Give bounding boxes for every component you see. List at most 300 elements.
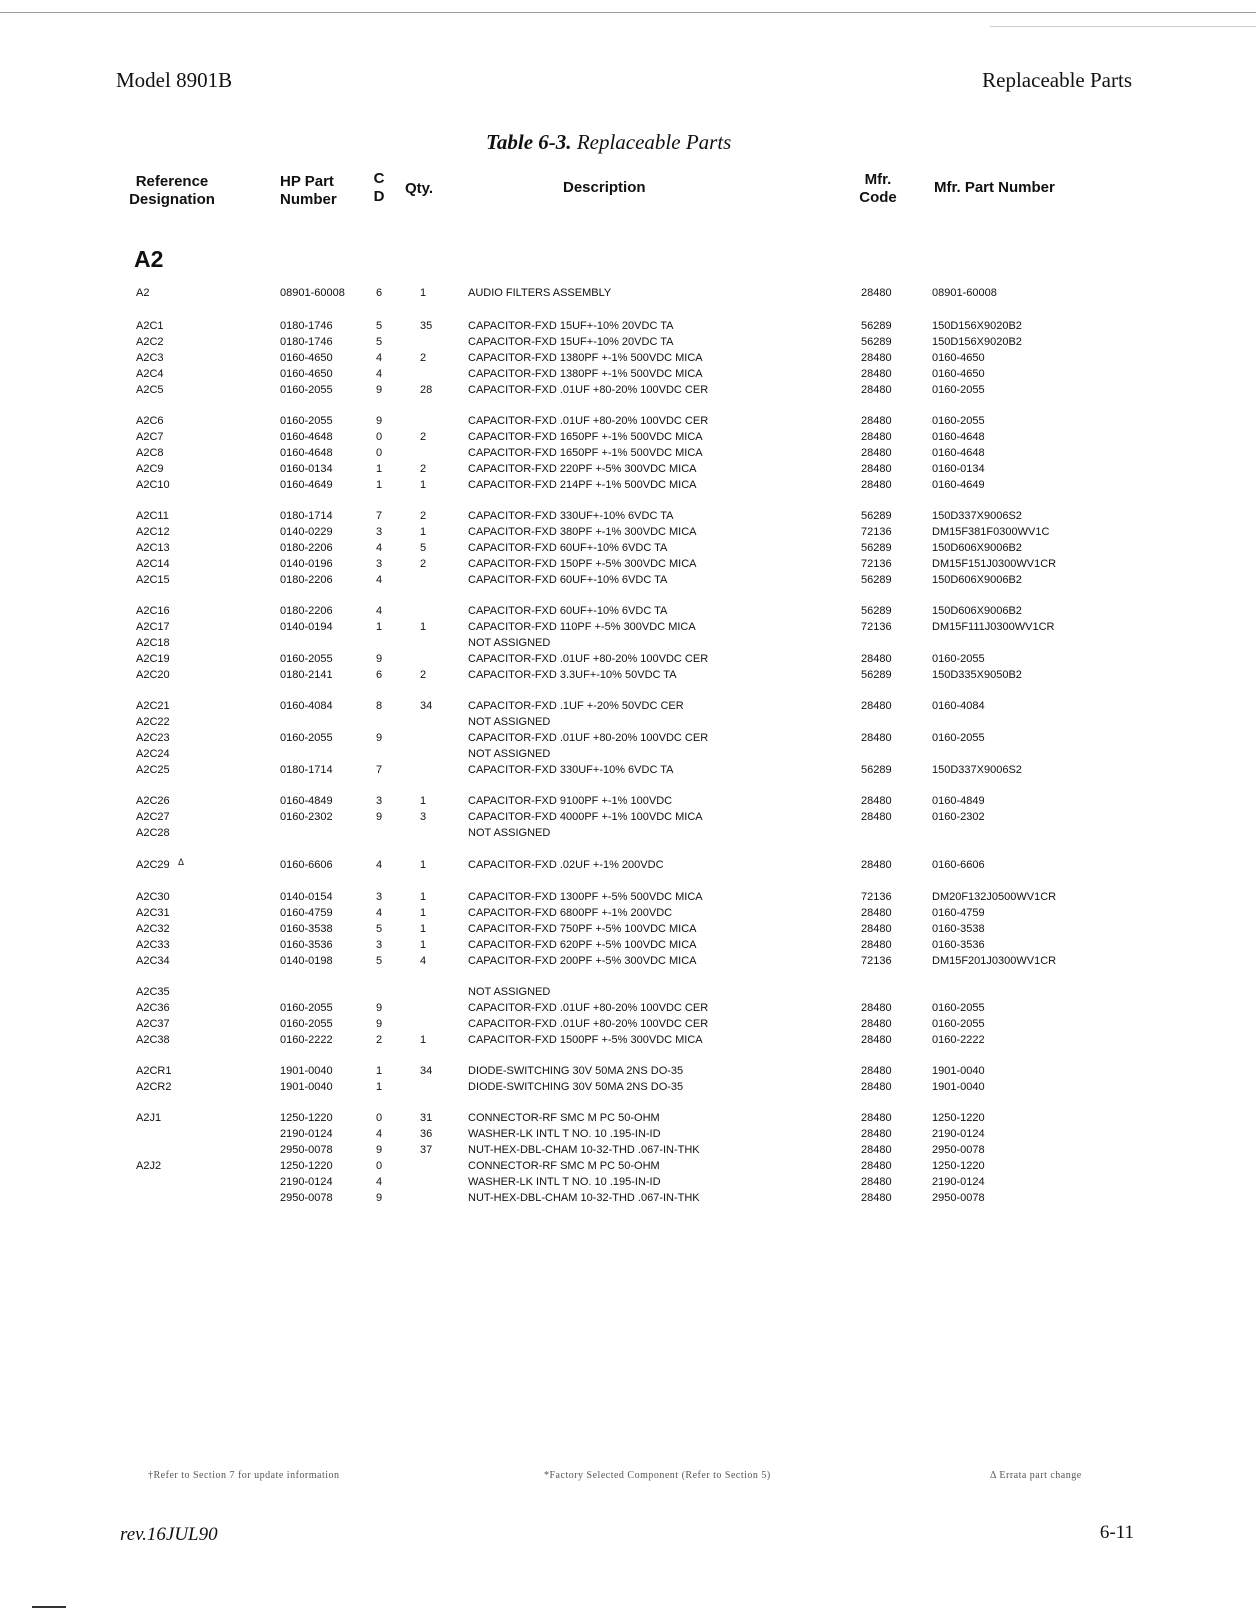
- mfr-part-number: 150D606X9006B2: [932, 542, 1022, 554]
- check-digit: 9: [376, 384, 383, 396]
- check-digit: 4: [376, 907, 383, 919]
- table-row: [0, 603, 1256, 619]
- check-digit: 9: [376, 653, 383, 665]
- description: CAPACITOR-FXD .01UF +80-20% 100VDC CER: [468, 415, 709, 427]
- check-digit: 1: [376, 1081, 383, 1093]
- ref-designation: A2C32: [136, 923, 170, 935]
- hp-part-number: 0160-4849: [280, 795, 333, 807]
- description: CAPACITOR-FXD .01UF +80-20% 100VDC CER: [468, 1002, 709, 1014]
- ref-designation: A2C18: [136, 637, 170, 649]
- quantity: 5: [420, 542, 427, 554]
- table-row: [0, 540, 1256, 556]
- table-row: [0, 619, 1256, 635]
- hp-part-number: 1250-1220: [280, 1160, 333, 1172]
- mfr-code: 28480: [861, 907, 892, 919]
- table-title-text: Replaceable Parts: [576, 130, 732, 154]
- mfr-code: 72136: [861, 558, 892, 570]
- table-row: [0, 1142, 1256, 1158]
- description: CAPACITOR-FXD .01UF +80-20% 100VDC CER: [468, 1018, 709, 1030]
- check-digit: 5: [376, 320, 383, 332]
- table-row: [0, 1016, 1256, 1032]
- mfr-part-number: 150D156X9020B2: [932, 320, 1022, 332]
- ref-designation: A2C13: [136, 542, 170, 554]
- hp-part-number: 1901-0040: [280, 1081, 333, 1093]
- col-head-hp-line1: HP Part: [280, 173, 334, 190]
- mfr-part-number: 0160-6606: [932, 859, 985, 871]
- mfr-part-number: 2190-0124: [932, 1128, 985, 1140]
- check-digit: 4: [376, 605, 383, 617]
- ref-designation: A2C8: [136, 447, 164, 459]
- table-row: [0, 953, 1256, 969]
- col-head-mfr-line1: Mfr.: [864, 171, 892, 188]
- mfr-part-number: 150D606X9006B2: [932, 574, 1022, 586]
- table-row: [0, 413, 1256, 429]
- description: CAPACITOR-FXD .01UF +80-20% 100VDC CER: [468, 653, 709, 665]
- check-digit: 6: [376, 287, 383, 299]
- quantity: 1: [420, 621, 427, 633]
- mfr-code: 28480: [861, 368, 892, 380]
- ref-designation: A2C2: [136, 336, 164, 348]
- hp-part-number: 0160-2055: [280, 415, 333, 427]
- check-digit: 6: [376, 669, 383, 681]
- top-rule: [0, 12, 1256, 13]
- check-digit: 9: [376, 1002, 383, 1014]
- col-head-mfr-line2: Code: [859, 189, 897, 206]
- ref-designation: A2C6: [136, 415, 164, 427]
- quantity: 1: [420, 1034, 427, 1046]
- table-row: [0, 984, 1256, 1000]
- hp-part-number: 0160-4650: [280, 352, 333, 364]
- description: CAPACITOR-FXD 380PF +-1% 300VDC MICA: [468, 526, 697, 538]
- ref-designation: A2C17: [136, 621, 170, 633]
- mfr-code: 28480: [861, 463, 892, 475]
- check-digit: 7: [376, 510, 383, 522]
- mfr-code: 72136: [861, 955, 892, 967]
- hp-part-number: 0160-4648: [280, 447, 333, 459]
- description: CAPACITOR-FXD 200PF +-5% 300VDC MICA: [468, 955, 697, 967]
- ref-designation: A2CR2: [136, 1081, 172, 1093]
- table-row: [0, 714, 1256, 730]
- mfr-code: 28480: [861, 352, 892, 364]
- page-number: 6-11: [1099, 1522, 1134, 1543]
- mfr-part-number: 150D606X9006B2: [932, 605, 1022, 617]
- mfr-part-number: 0160-4650: [932, 352, 985, 364]
- table-row: [0, 905, 1256, 921]
- hp-part-number: 0160-2055: [280, 384, 333, 396]
- check-digit: 0: [376, 431, 383, 443]
- mfr-code: 28480: [861, 384, 892, 396]
- table-row: [0, 1000, 1256, 1016]
- ref-designation: A2C7: [136, 431, 164, 443]
- mfr-part-number: 1901-0040: [932, 1081, 985, 1093]
- ref-designation: A2C25: [136, 764, 170, 776]
- ref-designation: A2C9: [136, 463, 164, 475]
- table-row: [0, 937, 1256, 953]
- check-digit: 9: [376, 1018, 383, 1030]
- hp-part-number: 0160-2055: [280, 1018, 333, 1030]
- quantity: 35: [420, 320, 433, 332]
- description: CAPACITOR-FXD 60UF+-10% 6VDC TA: [468, 542, 668, 554]
- description: WASHER-LK INTL T NO. 10 .195-IN-ID: [468, 1176, 661, 1188]
- ref-designation: A2C28: [136, 827, 170, 839]
- ref-designation: A2C14: [136, 558, 170, 570]
- description: WASHER-LK INTL T NO. 10 .195-IN-ID: [468, 1128, 661, 1140]
- col-head-qty: Qty.: [405, 180, 434, 197]
- mfr-part-number: DM20F132J0500WV1CR: [932, 891, 1057, 903]
- check-digit: 9: [376, 732, 383, 744]
- quantity: 37: [420, 1144, 433, 1156]
- mfr-part-number: 150D335X9050B2: [932, 669, 1022, 681]
- mfr-part-number: 0160-4649: [932, 479, 985, 491]
- ref-designation: A2C4: [136, 368, 164, 380]
- hp-part-number: 0160-2055: [280, 1002, 333, 1014]
- mfr-part-number: 2950-0078: [932, 1192, 985, 1204]
- mfr-part-number: 0160-0134: [932, 463, 985, 475]
- footnote-factory-selected: *Factory Selected Component (Refer to Section 5): [544, 1470, 771, 1481]
- hp-part-number: 0160-3536: [280, 939, 333, 951]
- mfr-code: 28480: [861, 431, 892, 443]
- hp-part-number: 0160-3538: [280, 923, 333, 935]
- mfr-code: 56289: [861, 574, 892, 586]
- mfr-code: 28480: [861, 1002, 892, 1014]
- mfr-code: 28480: [861, 700, 892, 712]
- check-digit: 9: [376, 415, 383, 427]
- model-header: Model 8901B: [116, 68, 233, 92]
- table-row: [0, 1032, 1256, 1048]
- mfr-code: 72136: [861, 621, 892, 633]
- quantity: 28: [420, 384, 433, 396]
- section-header: Replaceable Parts: [982, 68, 1132, 92]
- hp-part-number: 0160-0134: [280, 463, 333, 475]
- table-row: [0, 698, 1256, 714]
- hp-part-number: 0160-4649: [280, 479, 333, 491]
- ref-designation: A2C34: [136, 955, 170, 967]
- mfr-part-number: 0160-3536: [932, 939, 985, 951]
- description: NOT ASSIGNED: [468, 716, 551, 728]
- hp-part-number: 0180-2206: [280, 605, 333, 617]
- description: CAPACITOR-FXD 330UF+-10% 6VDC TA: [468, 764, 674, 776]
- check-digit: 3: [376, 558, 383, 570]
- mfr-code: 28480: [861, 287, 892, 299]
- table-row: [0, 1190, 1256, 1206]
- check-digit: 3: [376, 795, 383, 807]
- mfr-part-number: 08901-60008: [932, 287, 997, 299]
- description: DIODE-SWITCHING 30V 50MA 2NS DO-35: [468, 1081, 684, 1093]
- description: CAPACITOR-FXD 1500PF +-5% 300VDC MICA: [468, 1034, 703, 1046]
- ref-designation: A2C16: [136, 605, 170, 617]
- ref-designation: A2C23: [136, 732, 170, 744]
- description: DIODE-SWITCHING 30V 50MA 2NS DO-35: [468, 1065, 684, 1077]
- table-row: [0, 667, 1256, 683]
- col-head-cd-line1: C: [373, 170, 385, 187]
- description: CAPACITOR-FXD 60UF+-10% 6VDC TA: [468, 574, 668, 586]
- quantity: 2: [420, 463, 427, 475]
- check-digit: 8: [376, 700, 383, 712]
- mfr-part-number: 1901-0040: [932, 1065, 985, 1077]
- table-row: [0, 1126, 1256, 1142]
- mfr-code: 28480: [861, 923, 892, 935]
- mfr-code: 56289: [861, 510, 892, 522]
- mfr-part-number: 0160-4759: [932, 907, 985, 919]
- check-digit: 1: [376, 621, 383, 633]
- mfr-part-number: 0160-2055: [932, 1018, 985, 1030]
- description: CAPACITOR-FXD 214PF +-1% 500VDC MICA: [468, 479, 697, 491]
- check-digit: 5: [376, 923, 383, 935]
- check-digit: 1: [376, 479, 383, 491]
- ref-designation: A2J2: [136, 1160, 162, 1172]
- ref-designation: A2C30: [136, 891, 170, 903]
- table-row: [0, 1110, 1256, 1126]
- description: NUT-HEX-DBL-CHAM 10-32-THD .067-IN-THK: [468, 1144, 700, 1156]
- ref-designation: A2C1: [136, 320, 164, 332]
- ref-designation: A2C26: [136, 795, 170, 807]
- quantity: 1: [420, 479, 427, 491]
- hp-part-number: 0160-4759: [280, 907, 333, 919]
- quantity: 2: [420, 510, 427, 522]
- mfr-part-number: 0160-2055: [932, 732, 985, 744]
- table-row: [0, 318, 1256, 334]
- quantity: 1: [420, 907, 427, 919]
- table-row: [0, 1079, 1256, 1095]
- table-row: [0, 921, 1256, 937]
- hp-part-number: 2190-0124: [280, 1176, 333, 1188]
- check-digit: 3: [376, 526, 383, 538]
- description: NOT ASSIGNED: [468, 986, 551, 998]
- ref-designation: A2C5: [136, 384, 164, 396]
- description: CAPACITOR-FXD 9100PF +-1% 100VDC: [468, 795, 673, 807]
- mfr-code: 28480: [861, 811, 892, 823]
- col-head-cd: [372, 170, 386, 206]
- footnote-update-info: †Refer to Section 7 for update information: [148, 1470, 340, 1481]
- mfr-part-number: 0160-4084: [932, 700, 985, 712]
- check-digit: 7: [376, 764, 383, 776]
- col-head-hp-line2: Number: [280, 191, 337, 208]
- mfr-part-number: 0160-2055: [932, 1002, 985, 1014]
- hp-part-number: 08901-60008: [280, 287, 345, 299]
- table-row: [0, 366, 1256, 382]
- mfr-code: 28480: [861, 1192, 892, 1204]
- revision-label: rev.16JUL90: [120, 1524, 218, 1545]
- mfr-code: 28480: [861, 732, 892, 744]
- mfr-code: 72136: [861, 526, 892, 538]
- hp-part-number: 1250-1220: [280, 1112, 333, 1124]
- description: NOT ASSIGNED: [468, 637, 551, 649]
- quantity: 36: [420, 1128, 433, 1140]
- footnote-errata: Δ Errata part change: [990, 1470, 1082, 1481]
- ref-designation: A2C12: [136, 526, 170, 538]
- col-head-mfr-code: [856, 171, 900, 207]
- col-head-reference: [124, 173, 220, 209]
- ref-designation: A2CR1: [136, 1065, 172, 1077]
- ref-designation: A2C22: [136, 716, 170, 728]
- quantity: 2: [420, 431, 427, 443]
- ref-designation: A2C15: [136, 574, 170, 586]
- description: CAPACITOR-FXD 620PF +-5% 100VDC MICA: [468, 939, 697, 951]
- hp-part-number: 0140-0198: [280, 955, 333, 967]
- check-digit: 3: [376, 891, 383, 903]
- hp-part-number: 0160-4650: [280, 368, 333, 380]
- bottom-mark: [32, 1606, 66, 1608]
- table-row: [0, 730, 1256, 746]
- hp-part-number: 0180-2206: [280, 542, 333, 554]
- hp-part-number: 0160-4648: [280, 431, 333, 443]
- ref-designation: A2C29: [136, 859, 170, 871]
- mfr-code: 28480: [861, 447, 892, 459]
- description: AUDIO FILTERS ASSEMBLY: [468, 287, 612, 299]
- mfr-code: 28480: [861, 1160, 892, 1172]
- quantity: 3: [420, 811, 427, 823]
- mfr-part-number: 0160-2055: [932, 653, 985, 665]
- table-row: [0, 285, 1256, 301]
- check-digit: 0: [376, 1160, 383, 1172]
- col-head-hp-part: [280, 173, 337, 209]
- ref-designation: A2J1: [136, 1112, 162, 1124]
- mfr-code: 56289: [861, 320, 892, 332]
- mfr-code: 28480: [861, 1144, 892, 1156]
- hp-part-number: 2190-0124: [280, 1128, 333, 1140]
- table-row: [0, 1158, 1256, 1174]
- quantity: 1: [420, 939, 427, 951]
- mfr-code: 28480: [861, 1081, 892, 1093]
- ref-designation: A2C10: [136, 479, 170, 491]
- mfr-code: 56289: [861, 669, 892, 681]
- mfr-code: 28480: [861, 1176, 892, 1188]
- col-head-mfr-part-number: Mfr. Part Number: [934, 179, 1055, 196]
- hp-part-number: 0160-4084: [280, 700, 333, 712]
- mfr-part-number: 150D337X9006S2: [932, 510, 1022, 522]
- ref-designation: A2C3: [136, 352, 164, 364]
- mfr-part-number: 1250-1220: [932, 1160, 985, 1172]
- col-head-cd-line2: D: [373, 188, 385, 205]
- mfr-part-number: 2950-0078: [932, 1144, 985, 1156]
- check-digit: 9: [376, 1144, 383, 1156]
- hp-part-number: 0160-2222: [280, 1034, 333, 1046]
- mfr-part-number: 0160-2302: [932, 811, 985, 823]
- check-digit: 4: [376, 542, 383, 554]
- check-digit: 1: [376, 1065, 383, 1077]
- quantity: 1: [420, 526, 427, 538]
- quantity: 31: [420, 1112, 433, 1124]
- check-digit: 9: [376, 811, 383, 823]
- mfr-code: 56289: [861, 336, 892, 348]
- hp-part-number: 2950-0078: [280, 1144, 333, 1156]
- check-digit: 4: [376, 1176, 383, 1188]
- quantity: 34: [420, 700, 433, 712]
- ref-designation: A2C21: [136, 700, 170, 712]
- mfr-code: 28480: [861, 859, 892, 871]
- quantity: 2: [420, 558, 427, 570]
- table-title-prefix: Table 6-3.: [486, 130, 572, 154]
- table-row: [0, 572, 1256, 588]
- quantity: 1: [420, 923, 427, 935]
- table-row: [0, 825, 1256, 841]
- hp-part-number: 0160-2055: [280, 653, 333, 665]
- mfr-part-number: 150D156X9020B2: [932, 336, 1022, 348]
- table-row: [0, 524, 1256, 540]
- check-digit: 0: [376, 447, 383, 459]
- description: CAPACITOR-FXD .01UF +80-20% 100VDC CER: [468, 384, 709, 396]
- check-digit: 5: [376, 955, 383, 967]
- table-title: [486, 130, 731, 155]
- description: CAPACITOR-FXD 60UF+-10% 6VDC TA: [468, 605, 668, 617]
- ref-designation: A2C24: [136, 748, 170, 760]
- hp-part-number: 0140-0196: [280, 558, 333, 570]
- description: CAPACITOR-FXD 4000PF +-1% 100VDC MICA: [468, 811, 703, 823]
- table-row: [0, 556, 1256, 572]
- mfr-part-number: 150D337X9006S2: [932, 764, 1022, 776]
- ref-designation: A2: [136, 287, 150, 299]
- check-digit: 9: [376, 1192, 383, 1204]
- mfr-part-number: 0160-2055: [932, 384, 985, 396]
- description: CAPACITOR-FXD 6800PF +-1% 200VDC: [468, 907, 673, 919]
- description: CAPACITOR-FXD 15UF+-10% 20VDC TA: [468, 320, 674, 332]
- ref-designation: A2C20: [136, 669, 170, 681]
- table-row: [0, 461, 1256, 477]
- quantity: 1: [420, 795, 427, 807]
- description: CAPACITOR-FXD 110PF +-5% 300VDC MICA: [468, 621, 696, 633]
- check-digit: 0: [376, 1112, 383, 1124]
- description: CAPACITOR-FXD 220PF +-5% 300VDC MICA: [468, 463, 697, 475]
- mfr-code: 28480: [861, 415, 892, 427]
- quantity: 2: [420, 352, 427, 364]
- mfr-part-number: DM15F381F0300WV1C: [932, 526, 1050, 538]
- mfr-code: 28480: [861, 939, 892, 951]
- quantity: 1: [420, 859, 427, 871]
- mfr-part-number: DM15F111J0300WV1CR: [932, 621, 1055, 633]
- hp-part-number: 2950-0078: [280, 1192, 333, 1204]
- hp-part-number: 0140-0194: [280, 621, 333, 633]
- table-row: [0, 793, 1256, 809]
- mfr-part-number: 0160-2055: [932, 415, 985, 427]
- quantity: 4: [420, 955, 427, 967]
- quantity: 34: [420, 1065, 433, 1077]
- mfr-code: 56289: [861, 764, 892, 776]
- hp-part-number: 0180-2141: [280, 669, 333, 681]
- description: CAPACITOR-FXD .02UF +-1% 200VDC: [468, 859, 664, 871]
- description: CAPACITOR-FXD 330UF+-10% 6VDC TA: [468, 510, 674, 522]
- description: CAPACITOR-FXD 1300PF +-5% 500VDC MICA: [468, 891, 703, 903]
- mfr-code: 56289: [861, 605, 892, 617]
- description: CAPACITOR-FXD 15UF+-10% 20VDC TA: [468, 336, 674, 348]
- table-row: [0, 508, 1256, 524]
- mfr-part-number: DM15F151J0300WV1CR: [932, 558, 1057, 570]
- ref-designation: A2C37: [136, 1018, 170, 1030]
- check-digit: 4: [376, 859, 383, 871]
- description: NUT-HEX-DBL-CHAM 10-32-THD .067-IN-THK: [468, 1192, 700, 1204]
- hp-part-number: 0160-2055: [280, 732, 333, 744]
- hp-part-number: 0140-0229: [280, 526, 333, 538]
- table-row: [0, 1063, 1256, 1079]
- description: CAPACITOR-FXD 1380PF +-1% 500VDC MICA: [468, 352, 703, 364]
- errata-triangle-icon: Δ: [178, 857, 185, 867]
- table-row: [0, 445, 1256, 461]
- check-digit: 3: [376, 939, 383, 951]
- description: CAPACITOR-FXD .01UF +80-20% 100VDC CER: [468, 732, 709, 744]
- ref-designation: A2C36: [136, 1002, 170, 1014]
- table-row: [0, 746, 1256, 762]
- description: CAPACITOR-FXD 750PF +-5% 100VDC MICA: [468, 923, 697, 935]
- table-row: [0, 635, 1256, 651]
- description: CONNECTOR-RF SMC M PC 50-OHM: [468, 1112, 660, 1124]
- hp-part-number: 0180-1714: [280, 764, 333, 776]
- mfr-code: 72136: [861, 891, 892, 903]
- ref-designation: A2C27: [136, 811, 170, 823]
- hp-part-number: 0180-2206: [280, 574, 333, 586]
- mfr-code: 28480: [861, 1018, 892, 1030]
- check-digit: 4: [376, 368, 383, 380]
- mfr-part-number: 0160-3538: [932, 923, 985, 935]
- section-title: A2: [134, 246, 164, 272]
